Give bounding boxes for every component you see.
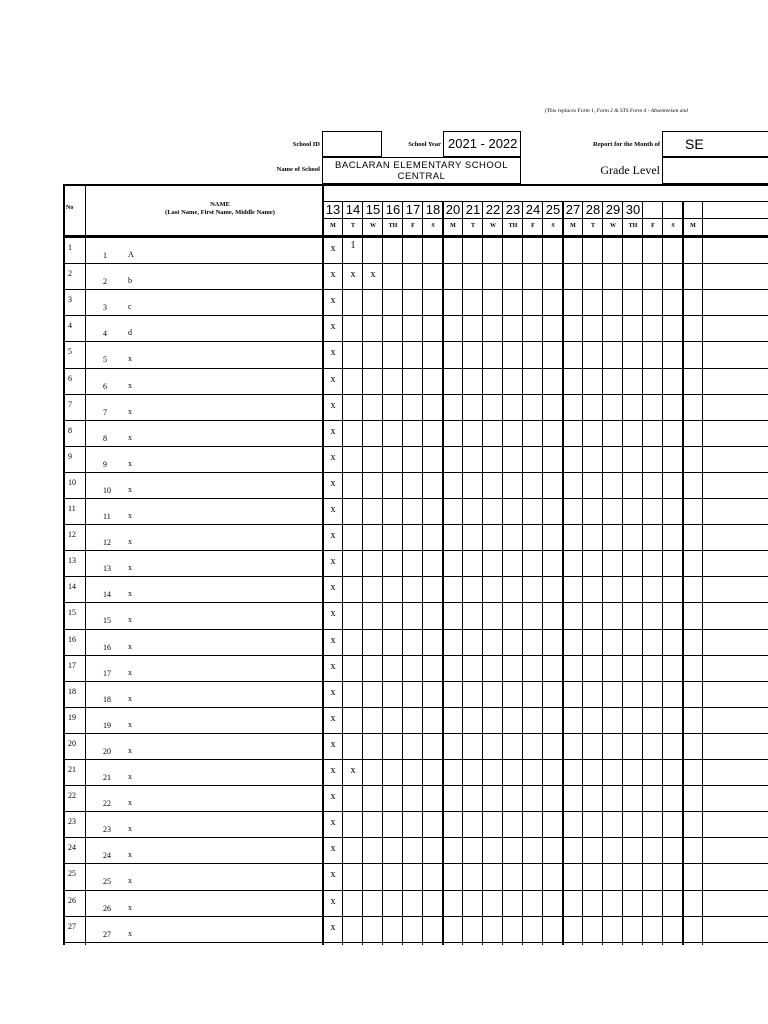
row-line-name [85,785,322,786]
row-line-name [85,837,322,838]
day-letter: W [610,223,616,229]
student-name[interactable]: x [128,406,132,416]
day-letter: TH [508,223,518,229]
row-number: 8 [103,433,107,443]
row-number: 3 [103,303,107,313]
day-number: 13 [325,202,341,217]
row-line-days [322,942,768,943]
row-line-days [322,289,768,290]
row-line-name [85,863,322,864]
row-no: 7 [68,399,72,409]
row-no: 15 [68,608,76,618]
row-line-days [322,420,768,421]
row-number: 6 [103,381,107,391]
row-number: 12 [103,538,111,548]
row-line-name [85,394,322,395]
row-number: 17 [103,668,111,678]
attendance-mark[interactable]: 1 [350,240,356,251]
name-header-line1: NAME [210,201,230,208]
attendance-mark[interactable]: x [330,765,336,776]
row-line-days [322,498,768,499]
attendance-mark[interactable]: x [330,843,336,855]
day-column-line [622,201,623,945]
day-number: 15 [365,202,381,217]
row-no: 22 [68,791,76,801]
header-bottom-border [63,235,322,238]
row-number: 25 [103,877,111,887]
row-no: 13 [68,556,76,566]
row-line-no [63,629,85,630]
student-name[interactable]: d [128,328,132,338]
row-no: 8 [68,425,72,435]
attendance-mark[interactable]: x [330,321,336,333]
attendance-mark[interactable]: x [330,347,336,359]
row-line-days [322,785,768,786]
day-letter: M [690,223,696,229]
row-line-name [85,916,322,917]
row-line-no [63,785,85,786]
row-line-days [322,368,768,369]
row-line-no [63,420,85,421]
row-no: 20 [68,738,76,748]
row-line-no [63,681,85,682]
row-line-no [63,524,85,525]
day-column-line [682,201,684,945]
day-number: 22 [485,202,501,217]
row-line-name [85,289,322,290]
row-no: 24 [68,843,76,853]
row-number: 23 [103,825,111,835]
row-no: 27 [68,921,76,931]
day-letter: T [590,223,595,229]
row-no: 1 [68,243,72,252]
row-line-no [63,863,85,864]
row-number: 11 [103,512,111,521]
day-number: 14 [345,202,361,217]
row-line-no [63,472,85,473]
attendance-mark[interactable]: x [330,477,336,489]
row-no: 18 [68,686,76,696]
row-number: 10 [103,485,111,495]
attendance-mark[interactable]: x [330,269,336,281]
row-line-days [322,550,768,551]
student-name[interactable]: x [128,484,132,494]
day-letter: F [411,223,415,229]
report-month-label: Report for the Month of [592,141,660,148]
name-column-header [120,201,320,217]
student-name[interactable]: x [128,589,132,599]
attendance-mark[interactable]: x [330,243,336,254]
attendance-mark[interactable]: x [330,686,336,698]
student-name[interactable]: x [128,824,132,834]
row-line-name [85,472,322,473]
attendance-mark[interactable]: x [330,712,336,724]
row-line-days [322,341,768,342]
day-letter: S [551,223,555,229]
row-line-no [63,942,85,943]
attendance-mark[interactable]: x [350,269,356,281]
school-name-line1: BACLARAN ELEMENTARY SCHOOL [335,160,508,171]
student-name[interactable]: x [128,693,132,703]
day-letter: T [470,223,475,229]
row-number: 2 [103,277,107,287]
row-number: 24 [103,851,111,861]
day-column-line [522,201,523,945]
row-line-name [85,629,322,630]
student-name[interactable]: x [128,719,132,729]
student-name[interactable]: x [128,902,132,912]
row-line-no [63,837,85,838]
row-line-name [85,368,322,369]
student-name[interactable]: x [128,563,132,573]
row-line-no [63,655,85,656]
day-column-line [542,201,543,945]
row-no: 26 [68,895,76,905]
row-no: 10 [68,477,76,487]
row-line-name [85,315,322,316]
student-name[interactable]: x [128,537,132,547]
row-number: 9 [103,459,107,469]
row-line-name [85,446,322,447]
day-letter: W [370,223,376,229]
row-number: 22 [103,799,111,809]
row-line-days [322,394,768,395]
row-line-no [63,576,85,577]
attendance-mark[interactable]: x [330,373,336,385]
attendance-mark[interactable]: x [330,817,336,829]
row-line-name [85,524,322,525]
day-letter: F [531,223,535,229]
day-column-line [502,201,503,945]
row-line-no [63,368,85,369]
row-line-name [85,341,322,342]
day-letter: S [671,223,675,229]
row-line-no [63,341,85,342]
row-line-days [322,916,768,917]
row-number: 16 [103,642,111,652]
day-letter: T [350,223,355,229]
attendance-mark[interactable]: x [330,399,336,411]
row-no: 12 [68,530,76,540]
day-letter: TH [628,223,638,229]
day-number: 28 [585,202,601,217]
row-line-days [322,890,768,891]
row-number: 7 [103,407,107,417]
school-name-line2: CENTRAL [397,171,446,182]
row-line-days [322,863,768,864]
report-month-value: SE [685,136,704,152]
row-no: 19 [68,712,76,722]
attendance-mark[interactable]: x [330,295,336,307]
row-line-no [63,890,85,891]
row-line-no [63,289,85,290]
student-name[interactable]: x [128,432,132,442]
row-line-days [322,759,768,760]
student-name[interactable]: x [128,850,132,860]
student-name[interactable]: x [128,928,132,938]
row-line-name [85,733,322,734]
attendance-mark[interactable]: x [330,634,336,646]
row-line-name [85,420,322,421]
student-name[interactable]: x [128,641,132,651]
attendance-mark[interactable]: x [330,738,336,750]
day-column-line [562,201,564,945]
form-note: (This replaces Form 1, Form 2 & STS Form 4 - Absenteeism and [545,108,688,114]
student-name[interactable]: x [128,876,132,886]
row-line-no [63,446,85,447]
row-line-days [322,602,768,603]
row-number: 20 [103,746,111,756]
row-no: 17 [68,660,76,670]
attendance-mark[interactable]: x [330,895,336,907]
day-column-line [462,201,463,945]
attendance-mark[interactable]: x [330,530,336,542]
row-number: 4 [103,329,107,339]
day-number: 29 [605,202,621,217]
student-name[interactable]: x [128,458,132,468]
day-letter: F [651,223,655,229]
day-letter: M [570,223,576,229]
school-name-label: Name of School [276,166,320,173]
row-line-no [63,733,85,734]
row-line-name [85,576,322,577]
student-name[interactable]: x [128,380,132,390]
day-number: 16 [385,202,401,217]
row-line-no [63,916,85,917]
row-no: 6 [68,373,72,383]
row-no: 11 [68,504,76,513]
student-name[interactable]: x [128,798,132,808]
row-line-no [63,263,85,264]
student-name[interactable]: x [128,615,132,625]
student-name[interactable]: x [128,667,132,677]
student-name[interactable]: c [128,302,132,312]
row-no: 2 [68,269,72,279]
student-name[interactable]: A [128,250,134,259]
attendance-mark[interactable]: x [350,765,356,776]
attendance-mark[interactable]: x [330,660,336,672]
day-column-line [342,201,343,945]
day-number: 21 [465,202,481,217]
row-no: 23 [68,817,76,827]
row-number: 5 [103,355,107,365]
row-line-days [322,655,768,656]
row-number: 15 [103,616,111,626]
row-line-days [322,446,768,447]
day-column-line [642,201,643,945]
row-line-days [322,629,768,630]
no-column-divider [85,184,86,945]
day-column-line [422,201,423,945]
row-line-name [85,498,322,499]
day-letter: M [330,223,336,229]
attendance-mark[interactable]: x [330,869,336,881]
row-line-name [85,655,322,656]
row-number: 13 [103,564,111,574]
student-name[interactable]: x [128,745,132,755]
day-letter: S [431,223,435,229]
attendance-mark[interactable]: x [330,582,336,594]
student-name[interactable]: x [128,511,132,520]
row-line-no [63,811,85,812]
row-line-name [85,681,322,682]
row-line-no [63,550,85,551]
attendance-mark[interactable]: x [330,504,336,515]
row-line-days [322,707,768,708]
day-number: 25 [545,202,561,217]
row-line-no [63,707,85,708]
table-top-border [63,184,768,186]
day-number: 17 [405,202,421,217]
row-line-no [63,394,85,395]
school-year-label: School Year [408,141,441,148]
student-name[interactable]: x [128,772,132,781]
row-no: 25 [68,869,76,879]
row-line-days [322,576,768,577]
day-letter: TH [388,223,398,229]
day-number: 27 [565,202,581,217]
row-no: 9 [68,451,72,461]
row-line-days [322,472,768,473]
row-number: 18 [103,694,111,704]
row-line-no [63,602,85,603]
row-line-days [322,681,768,682]
row-line-name [85,602,322,603]
day-column-line [582,201,583,945]
row-no: 4 [68,321,72,331]
day-column-line [362,201,363,945]
attendance-mark[interactable]: x [330,791,336,803]
row-number: 14 [103,590,111,600]
row-number: 26 [103,903,111,913]
day-column-line [702,201,703,945]
row-no: 14 [68,582,76,592]
day-column-line [662,201,663,945]
row-line-days [322,524,768,525]
day-column-line [442,201,444,945]
row-line-name [85,811,322,812]
row-no: 16 [68,634,76,644]
row-line-name [85,890,322,891]
day-number: 18 [425,202,441,217]
day-number: 30 [625,202,641,217]
student-name[interactable]: b [128,276,132,286]
name-header-line2: (Last Name, First Name, Middle Name) [165,209,275,216]
day-column-line [482,201,483,945]
day-column-line [402,201,403,945]
row-line-name [85,942,322,943]
day-letter: W [490,223,496,229]
row-line-days [322,733,768,734]
grade-level-label: Grade Level [600,163,660,177]
row-line-no [63,315,85,316]
row-line-name [85,707,322,708]
row-no: 5 [68,347,72,357]
row-no: 21 [68,765,76,774]
row-line-name [85,550,322,551]
day-number: 20 [445,202,461,217]
day-letter: M [450,223,456,229]
day-number: 24 [525,202,541,217]
table-left-border [63,184,65,945]
day-column-line [382,201,383,945]
row-number: 19 [103,720,111,730]
row-line-days [322,263,768,264]
school-id-label: School ID [292,141,320,148]
row-number: 21 [103,773,111,782]
row-line-no [63,498,85,499]
attendance-mark[interactable]: x [330,425,336,437]
student-name[interactable]: x [128,354,132,364]
row-line-days [322,837,768,838]
attendance-mark[interactable]: x [330,608,336,620]
no-column-header: No [66,205,74,211]
day-column-line [602,201,603,945]
attendance-mark[interactable]: x [370,269,376,281]
row-line-no [63,759,85,760]
row-line-days [322,315,768,316]
row-number: 27 [103,929,111,939]
row-line-days [322,811,768,812]
day-number: 23 [505,202,521,217]
school-year-value: 2021 - 2022 [448,136,518,151]
attendance-mark[interactable]: x [330,451,336,463]
row-line-name [85,759,322,760]
row-number: 1 [103,251,107,260]
attendance-mark[interactable]: x [330,556,336,568]
row-no: 3 [68,295,72,305]
attendance-mark[interactable]: x [330,921,336,933]
row-line-name [85,263,322,264]
